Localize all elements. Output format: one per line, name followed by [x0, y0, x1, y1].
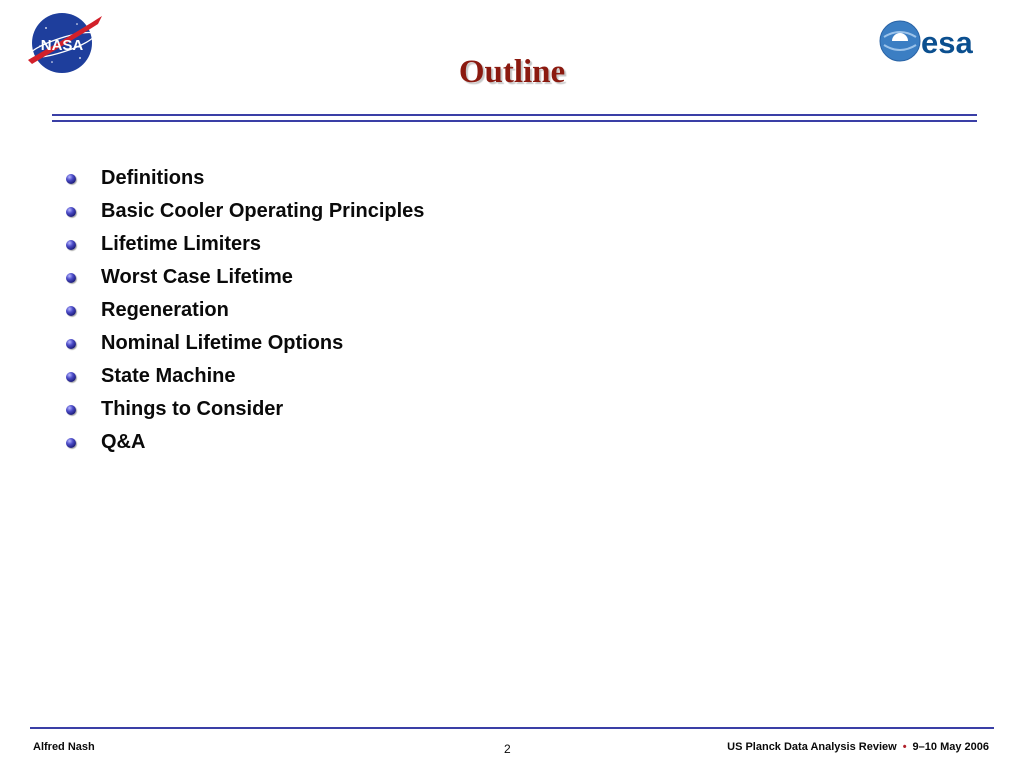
list-item	[66, 228, 424, 261]
list-item-label: Regeneration	[101, 299, 229, 321]
list-item-label: Worst Case Lifetime	[101, 266, 293, 288]
list-item	[66, 393, 424, 426]
footer-separator: •	[902, 741, 907, 753]
slide-title: Outline	[458, 54, 566, 90]
bullet-icon	[66, 405, 76, 415]
footer-event: US Planck Data Analysis Review	[727, 741, 897, 753]
svg-text:esa: esa	[921, 25, 973, 60]
svg-text:NASA: NASA	[40, 37, 84, 54]
footer-date: 9–10 May 2006	[912, 741, 989, 753]
page-number: 2	[504, 742, 511, 756]
bullet-icon	[66, 306, 76, 316]
list-item-label: Lifetime Limiters	[101, 233, 262, 255]
list-item-label: Basic Cooler Operating Principles	[101, 200, 425, 222]
footer-rule	[30, 727, 994, 729]
list-item-label: Things to Consider	[101, 398, 284, 420]
bullet-icon	[66, 339, 76, 349]
list-item-label: Nominal Lifetime Options	[101, 332, 344, 354]
bullet-icon	[66, 240, 76, 250]
footer-event-info	[727, 741, 989, 753]
footer-author: Alfred Nash	[33, 741, 95, 753]
list-item-label: Q&A	[101, 431, 146, 453]
list-item	[66, 162, 424, 195]
bullet-icon	[66, 174, 76, 184]
header-rule-upper	[52, 114, 977, 116]
list-item-label: State Machine	[101, 365, 236, 387]
list-item	[66, 294, 424, 327]
list-item	[66, 327, 424, 360]
header-rule-lower	[52, 120, 977, 122]
bullet-icon	[66, 372, 76, 382]
list-item	[66, 426, 424, 459]
bullet-icon	[66, 207, 76, 217]
list-item	[66, 195, 424, 228]
bullet-icon	[66, 438, 76, 448]
list-item	[66, 360, 424, 393]
list-item-label: Definitions	[101, 167, 205, 189]
outline-list	[66, 162, 424, 459]
list-item	[66, 261, 424, 294]
bullet-icon	[66, 273, 76, 283]
